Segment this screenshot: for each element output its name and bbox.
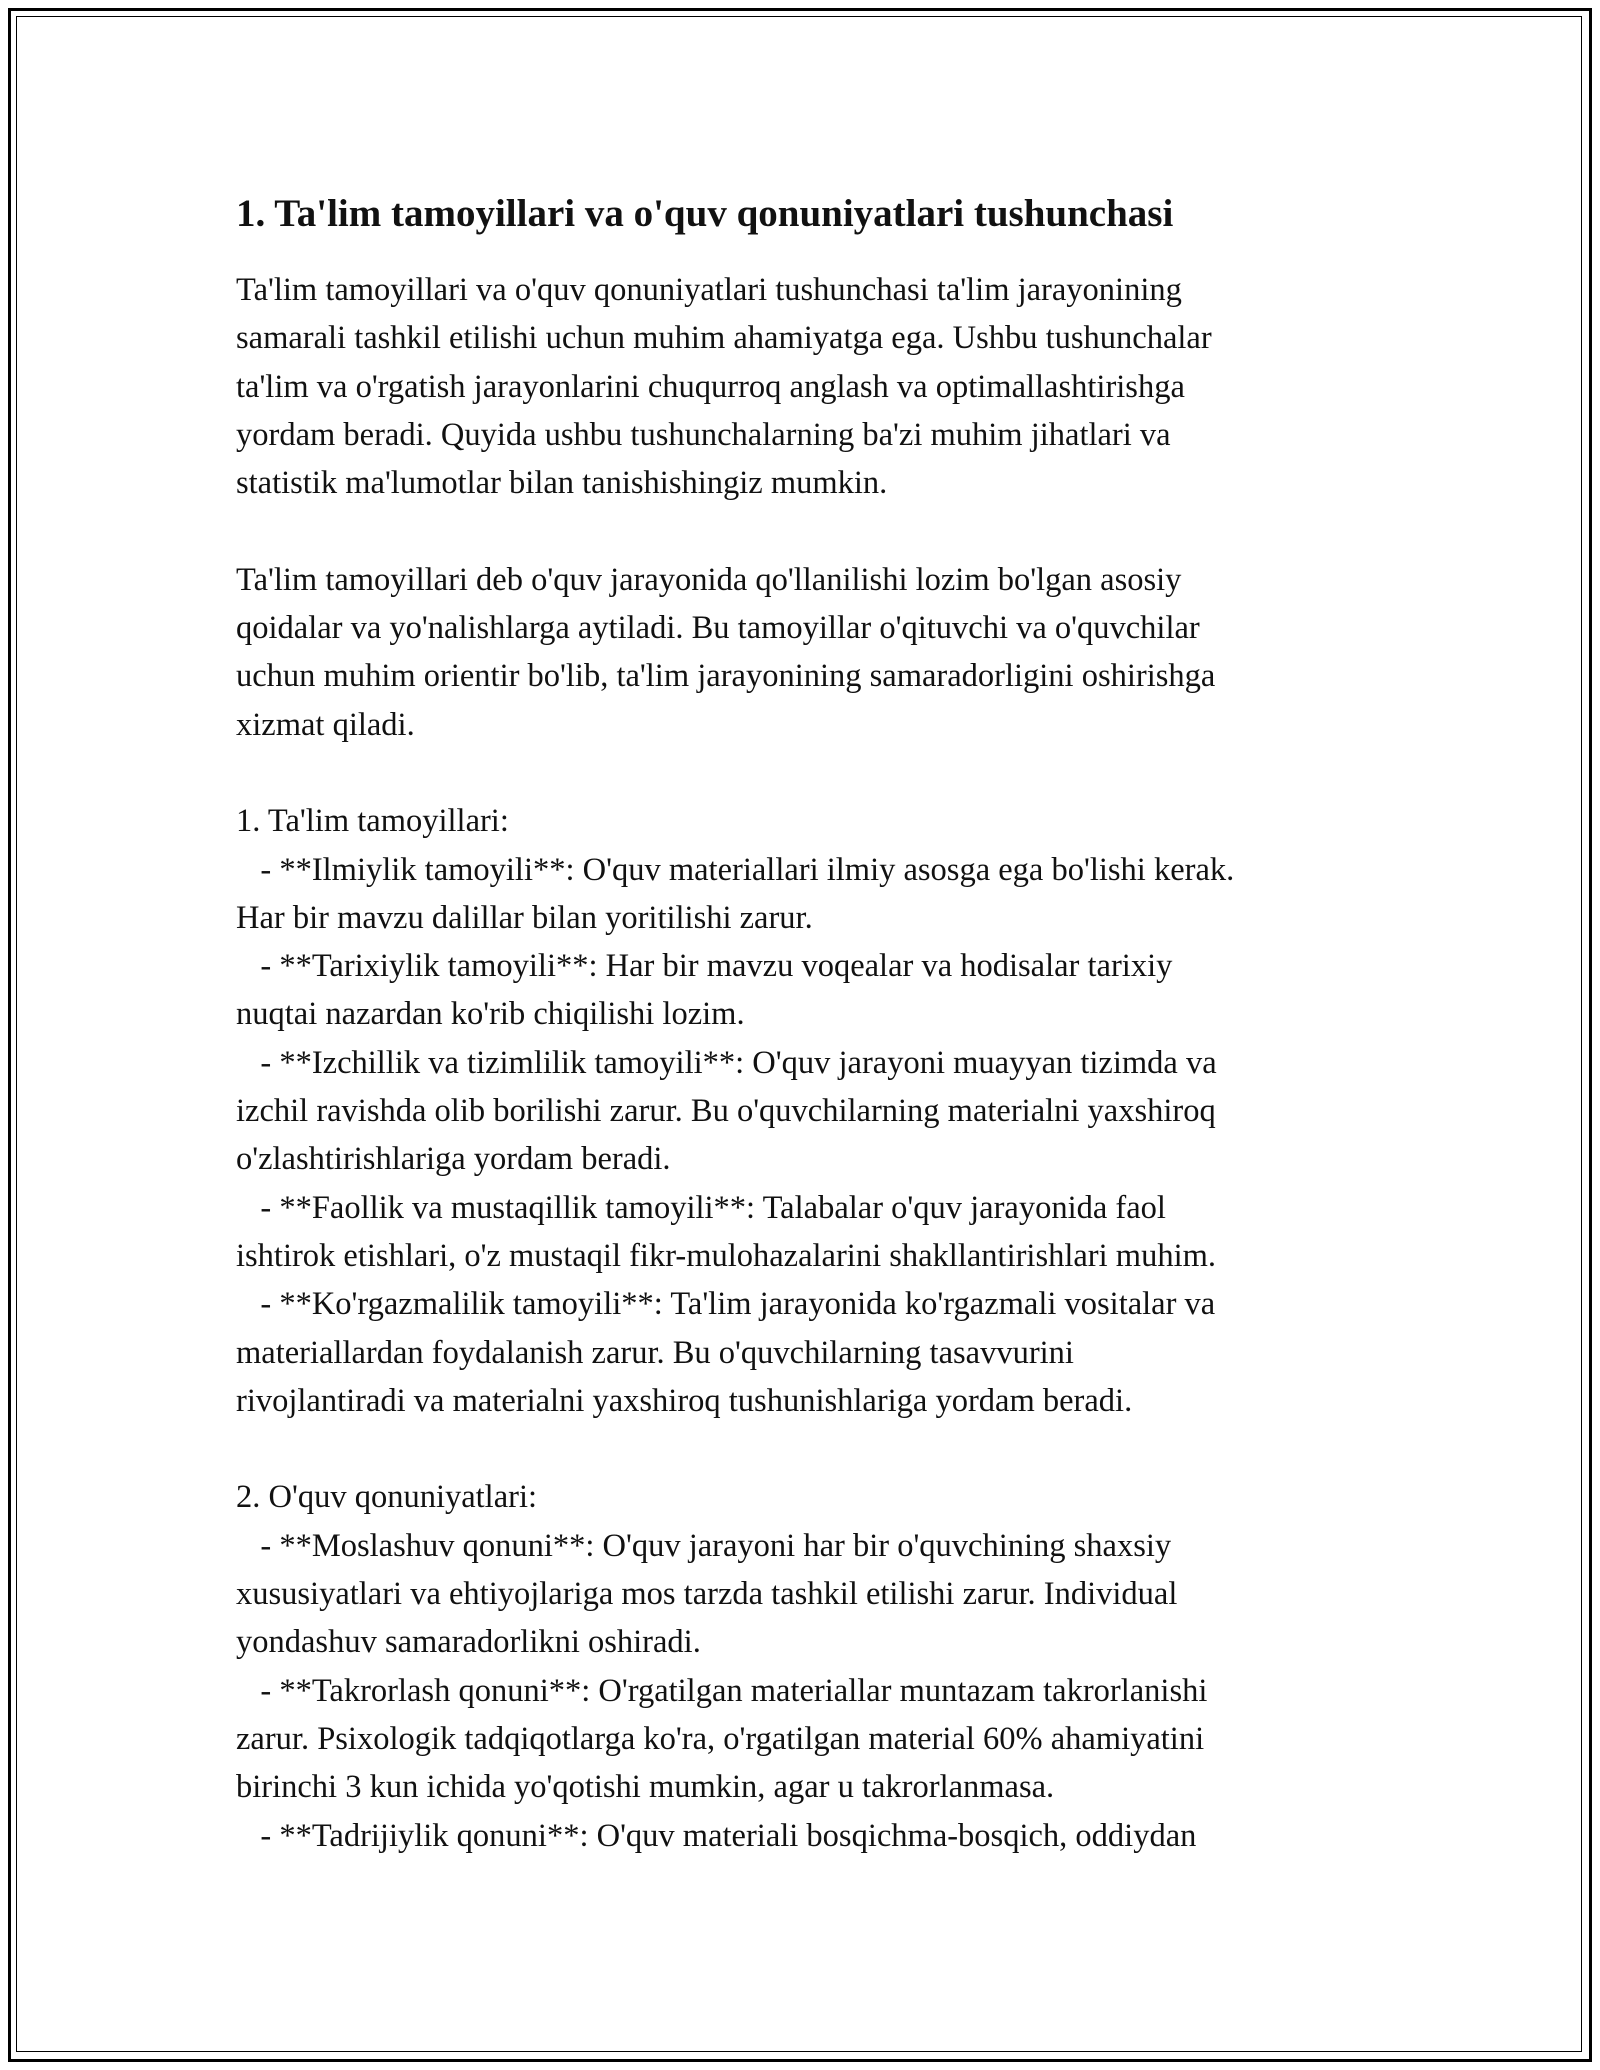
list-item-line: - **Tadrijiylik qonuni**: O'quv materiali bosqichma-bosqich, oddiydan <box>236 1817 1197 1854</box>
text-line: nuqtai nazardan ko'rib chiqilishi lozim. <box>236 996 745 1033</box>
definition-paragraph <box>236 556 1376 749</box>
text-line: yordam beradi. Quyida ushbu tushunchalarning ba'zi muhim jihatlari va <box>236 416 1171 453</box>
text-line: uchun muhim orientir bo'lib, ta'lim jarayonining samaradorligini oshirishga <box>236 658 1216 695</box>
text-line: yondashuv samaradorlikni oshiradi. <box>236 1624 701 1661</box>
text-line: xususiyatlari va ehtiyojlariga mos tarzda tashkil etilishi zarur. Individual <box>236 1576 1178 1613</box>
text-line: Ta'lim tamoyillari deb o'quv jarayonida qo'llanilishi lozim bo'lgan asosiy <box>236 561 1182 598</box>
text-line: izchil ravishda olib borilishi zarur. Bu o'quvchilarning materialni yaxshiroq <box>236 1093 1216 1130</box>
intro-paragraph <box>236 266 1376 507</box>
list-item-line: - **Faollik va mustaqillik tamoyili**: Talabalar o'quv jarayonida faol <box>236 1189 1166 1226</box>
text-line: statistik ma'lumotlar bilan tanishishingiz mumkin. <box>236 465 888 502</box>
text-line: materiallardan foydalanish zarur. Bu o'quvchilarning tasavvurini <box>236 1334 1074 1371</box>
list-item-line: - **Takrorlash qonuni**: O'rgatilgan materiallar muntazam takrorlanishi <box>236 1672 1208 1709</box>
text-line: xizmat qiladi. <box>236 706 415 743</box>
text-line: ishtirok etishlari, o'z mustaqil fikr-mulohazalarini shakllantirishlari muhim. <box>236 1237 1216 1274</box>
list-item-line: - **Moslashuv qonuni**: O'quv jarayoni har bir o'quvchining shaxsiy <box>236 1527 1172 1564</box>
section-principles <box>236 797 1376 1425</box>
list-item-line: - **Ko'rgazmalilik tamoyili**: Ta'lim jarayonida ko'rgazmali vositalar va <box>236 1286 1216 1323</box>
list-item-line: - **Izchillik va tizimlilik tamoyili**: O'quv jarayoni muayyan tizimda va <box>236 1044 1217 1081</box>
paragraph-gap <box>236 1425 1376 1473</box>
section-heading: 2. O'quv qonuniyatlari: <box>236 1479 538 1516</box>
list-item-line: - **Tarixiylik tamoyili**: Har bir mavzu voqealar va hodisalar tarixiy <box>236 948 1173 985</box>
section-heading: 1. Ta'lim tamoyillari: <box>236 803 509 840</box>
text-line: o'zlashtirishlariga yordam beradi. <box>236 1141 671 1178</box>
text-line: ta'lim va o'rgatish jarayonlarini chuqurroq anglash va optimallashtirishga <box>236 368 1185 405</box>
text-line: birinchi 3 kun ichida yo'qotishi mumkin, agar u takrorlanmasa. <box>236 1769 1055 1806</box>
document-body <box>236 188 1376 1860</box>
text-line: rivojlantiradi va materialni yaxshiroq tushunishlariga yordam beradi. <box>236 1382 1133 1419</box>
text-line: Har bir mavzu dalillar bilan yoritilishi zarur. <box>236 899 813 936</box>
section-laws <box>236 1473 1376 1859</box>
text-line: qoidalar va yo'nalishlarga aytiladi. Bu tamoyillar o'qituvchi va o'quvchilar <box>236 610 1200 647</box>
paragraph-gap <box>236 507 1376 555</box>
text-line: zarur. Psixologik tadqiqotlarga ko'ra, o'rgatilgan material 60% ahamiyatini <box>236 1720 1205 1757</box>
list-item-line: - **Ilmiylik tamoyili**: O'quv materiallari ilmiy asosga ega bo'lishi kerak. <box>236 851 1235 888</box>
paragraph-gap <box>236 749 1376 797</box>
text-line: samarali tashkil etilishi uchun muhim ahamiyatga ega. Ushbu tushunchalar <box>236 320 1212 357</box>
text-line: Ta'lim tamoyillari va o'quv qonuniyatlari tushunchasi ta'lim jarayonining <box>236 272 1182 308</box>
document-title: 1. Ta'lim tamoyillari va o'quv qonuniyatlari tushunchasi <box>236 192 1174 235</box>
